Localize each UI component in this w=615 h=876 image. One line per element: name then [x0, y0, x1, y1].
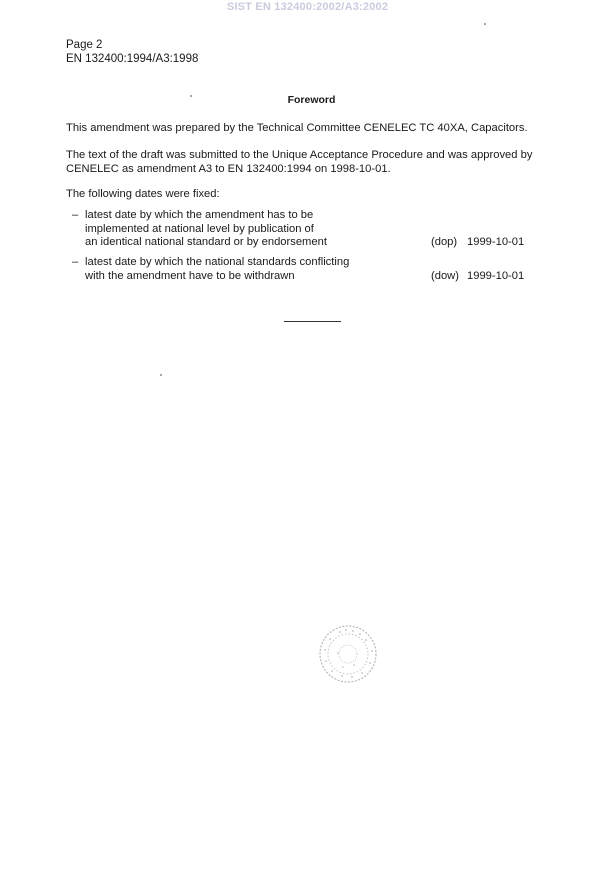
date-value: 1999-10-01 [467, 236, 525, 248]
list-dash: – [72, 209, 79, 221]
end-rule [284, 321, 341, 322]
date-item-dop [72, 209, 552, 250]
page-header [66, 38, 198, 66]
paragraph-committee: This amendment was prepared by the Technical Committee CENELEC TC 40XA, Capacitors. [66, 122, 528, 134]
date-item-text: latest date by which the amendment has to be implemented at national level by publication of an identical national standard or by endorsement [85, 209, 327, 248]
page-number: Page 2 [66, 39, 103, 51]
section-title: Foreword [287, 94, 336, 106]
document-reference: EN 132400:1994/A3:1998 [66, 53, 199, 65]
date-item-text: latest date by which the national standards conflicting with the amendment have to be withdrawn [85, 256, 350, 282]
date-value: 1999-10-01 [467, 270, 525, 282]
paragraph-dates-intro: The following dates were fixed: [66, 188, 220, 200]
date-code: (dop) [431, 236, 458, 248]
seal-stamp-icon [316, 623, 380, 685]
watermark: SIST EN 132400:2002/A3:2002 [226, 1, 389, 13]
paragraph-approval: The text of the draft was submitted to the Unique Acceptance Procedure and was approved by CENELEC as amendment A3 to EN 132400:1994 on 1998-10-01. [66, 149, 533, 175]
date-item-dow [72, 256, 552, 284]
date-code: (dow) [431, 270, 459, 282]
list-dash: – [72, 256, 79, 268]
